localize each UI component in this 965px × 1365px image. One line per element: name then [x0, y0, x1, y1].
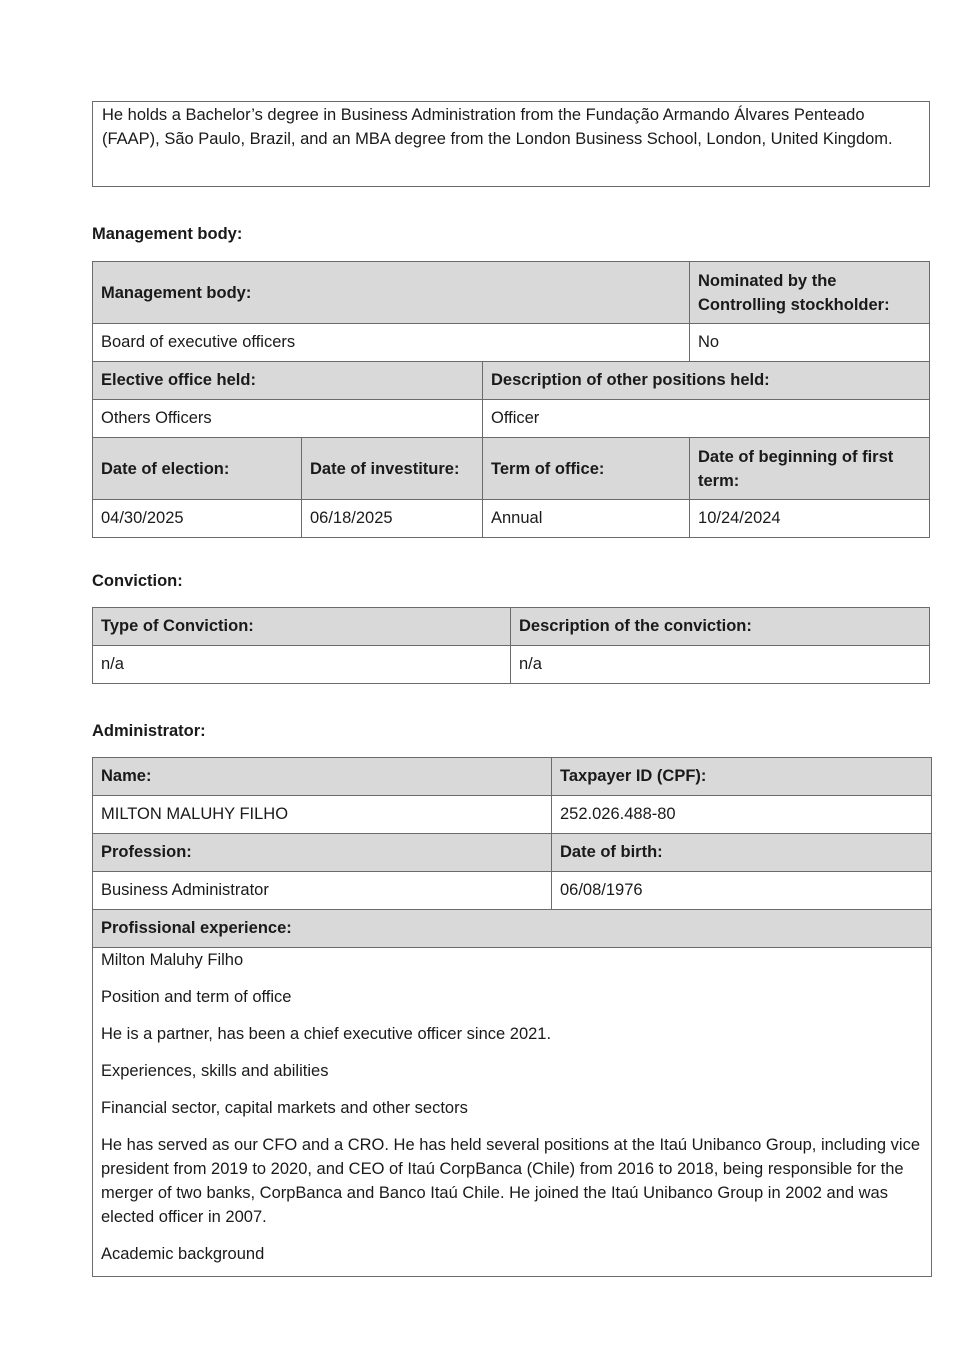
other-positions-label: Description of other positions held: — [483, 362, 930, 400]
nominated-value: No — [690, 324, 930, 362]
election-date-label: Date of election: — [93, 438, 302, 500]
conviction-type-value: n/a — [93, 646, 511, 684]
other-positions-value: Officer — [483, 400, 930, 438]
experience-paragraph: He is a partner, has been a chief executive officer since 2021. — [101, 1025, 552, 1043]
management-body-value: Board of executive officers — [93, 324, 690, 362]
elective-office-label: Elective office held: — [93, 362, 483, 400]
conviction-description-label: Description of the conviction: — [511, 608, 930, 646]
conviction-table — [92, 607, 930, 684]
term-of-office-value: Annual — [483, 500, 690, 538]
investiture-date-value: 06/18/2025 — [302, 500, 483, 538]
birth-date-value: 06/08/1976 — [552, 872, 932, 910]
birth-date-label: Date of birth: — [552, 834, 932, 872]
conviction-description-value: n/a — [511, 646, 930, 684]
nominated-label: Nominated by the Controlling stockholder: — [690, 262, 930, 324]
academic-background-box — [92, 101, 930, 187]
cpf-value: 252.026.488-80 — [552, 796, 932, 834]
name-label: Name: — [93, 758, 552, 796]
investiture-date-label: Date of investiture: — [302, 438, 483, 500]
management-body-heading: Management body: — [92, 225, 243, 243]
first-term-label: Date of beginning of first term: — [690, 438, 930, 500]
administrator-table — [92, 757, 932, 1277]
profession-value: Business Administrator — [93, 872, 552, 910]
term-of-office-label: Term of office: — [483, 438, 690, 500]
conviction-type-label: Type of Conviction: — [93, 608, 511, 646]
academic-background-text: He holds a Bachelor’s degree in Business Administration from the Fundação Armando Álvares Penteado (FAAP), São Paulo, Brazil, and an MBA degree from the London Business School, London, United Kingdom. — [102, 106, 893, 148]
experience-paragraph: Financial sector, capital markets and other sectors — [101, 1099, 468, 1117]
experience-paragraph: Position and term of office — [101, 988, 292, 1006]
experience-paragraph: Milton Maluhy Filho — [101, 951, 244, 969]
experience-body — [93, 948, 932, 1277]
conviction-heading: Conviction: — [92, 572, 183, 590]
experience-paragraph: Academic background — [101, 1245, 265, 1263]
experience-label: Profissional experience: — [93, 910, 932, 948]
elective-office-value: Others Officers — [93, 400, 483, 438]
name-value: MILTON MALUHY FILHO — [93, 796, 552, 834]
first-term-value: 10/24/2024 — [690, 500, 930, 538]
management-body-label: Management body: — [93, 262, 690, 324]
election-date-value: 04/30/2025 — [93, 500, 302, 538]
management-body-table — [92, 261, 930, 538]
administrator-heading: Administrator: — [92, 722, 206, 740]
profession-label: Profession: — [93, 834, 552, 872]
cpf-label: Taxpayer ID (CPF): — [552, 758, 932, 796]
experience-paragraph: He has served as our CFO and a CRO. He has held several positions at the Itaú Unibanco Group, including vice president from 2019 to 2020, and CEO of Itaú CorpBanca (Chile) from 2016 to 2018, being responsible for the merger of two banks, CorpBanca and Banco Itaú Chile. He joined the Itaú Unibanco Group in 2002 and was elected officer in 2007. — [101, 1136, 921, 1226]
experience-paragraph: Experiences, skills and abilities — [101, 1062, 329, 1080]
